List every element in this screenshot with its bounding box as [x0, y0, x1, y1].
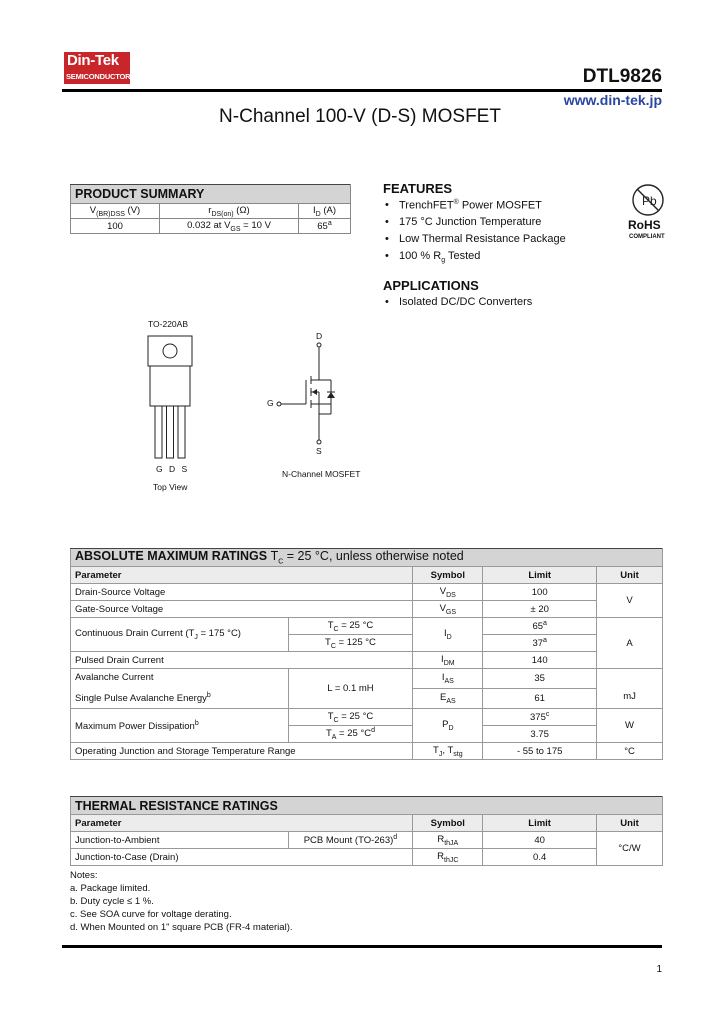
website-link[interactable]: www.din-tek.jp [563, 92, 662, 108]
sym-id: $I_D$ [413, 618, 483, 652]
col-symbol: Symbol [413, 815, 483, 832]
col-unit: Unit [597, 815, 663, 832]
col-parameter: Parameter [71, 815, 413, 832]
col-limit: Limit [483, 815, 597, 832]
col-unit: Unit [597, 567, 663, 584]
features-heading: FEATURES [383, 181, 453, 196]
param-pulsed-drain-current: Pulsed Drain Current [71, 652, 413, 669]
sym-tj-tstg: $T_J$, $T_{stg}$ [413, 743, 483, 760]
lim-eas: 61 [483, 689, 597, 709]
notes-title: Notes: [70, 870, 98, 881]
svg-text:Pb: Pb [642, 194, 657, 208]
application-item: • Isolated DC/DC Converters [383, 296, 532, 313]
param-continuous-drain-current: Continuous Drain Current ($T_J = 175$ °C) [71, 618, 289, 652]
feature-item: • 175 °C Junction Temperature [383, 216, 566, 233]
lim-vgs: ± 20 [483, 601, 597, 618]
symbol-caption: N-Channel MOSFET [282, 469, 361, 479]
sym-pd: $P_D$ [413, 709, 483, 743]
col-id: $I_D$ (A) [299, 204, 351, 219]
product-summary-table [70, 184, 351, 234]
applications-heading: APPLICATIONS [383, 278, 479, 293]
cond-l: L = 0.1 mH [288, 669, 413, 709]
cond-tc125: $T_C = 125$ °C [288, 635, 413, 652]
features-list [383, 199, 566, 267]
col-rds: $r_{DS(on)}$ (Ω) [160, 204, 299, 219]
source-label: S [316, 446, 322, 456]
lim-id-25: 65$^a$ [483, 618, 597, 635]
lim-rthjc: 0.4 [483, 849, 597, 866]
id-value: 65$^a$ [299, 219, 351, 234]
notes-block [70, 869, 293, 934]
lim-pd-ta: 3.75 [483, 726, 597, 743]
to220-package-icon [145, 333, 195, 463]
package-pins: G D S [156, 464, 188, 474]
page-title: N-Channel 100-V (D-S) MOSFET [219, 106, 501, 127]
product-summary-heading: PRODUCT SUMMARY [71, 185, 351, 204]
sym-eas: $E_{AS}$ [413, 689, 483, 709]
thermal-heading: THERMAL RESISTANCE RATINGS [71, 797, 663, 815]
lim-pd-tc: 375$^c$ [483, 709, 597, 726]
param-power-dissipation: Maximum Power Dissipation$^b$ [71, 709, 289, 743]
col-symbol: Symbol [413, 567, 483, 584]
note-a: a. Package limited. [70, 883, 151, 894]
abs-max-heading: ABSOLUTE MAXIMUM RATINGS $T_C = 25$ °C, unless otherwise noted [71, 549, 663, 567]
cond-pd-tc: $T_C = 25$ °C [288, 709, 413, 726]
rds-value: 0.032 at $V_{GS} = 10$ V [160, 219, 299, 234]
unit-avalanche [597, 669, 663, 709]
cond-pd-ta: $T_A = 25$ $^\circ C^d$ [288, 726, 413, 743]
gate-label: G [267, 398, 274, 408]
sym-vgs: $V_{GS}$ [413, 601, 483, 618]
unit-w: W [597, 709, 663, 743]
unit-v: V [597, 584, 663, 618]
param-avalanche: Avalanche Current Single Pulse Avalanche Energy$^b$ [71, 669, 289, 709]
param-junction-ambient: Junction-to-Ambient [71, 832, 289, 849]
page-number: 1 [656, 964, 662, 975]
feature-item: • 100 % $R_g$ Tested [383, 250, 566, 267]
sym-rthja: $R_{thJA}$ [413, 832, 483, 849]
col-vds: $V_{(BR)DSS}$ (V) [71, 204, 160, 219]
lim-rthja: 40 [483, 832, 597, 849]
thermal-resistance-table [70, 796, 663, 866]
col-parameter: Parameter [71, 567, 413, 584]
drain-label: D [316, 331, 323, 341]
unit-cw: °C/W [597, 832, 663, 866]
param-drain-source-voltage: Drain-Source Voltage [71, 584, 413, 601]
param-temperature-range: Operating Junction and Storage Temperature Range [71, 743, 413, 760]
unit-mj: mJ [623, 691, 636, 703]
logo-subtext: SEMICONDUCTOR [66, 72, 131, 81]
sym-idm: $I_{DM}$ [413, 652, 483, 669]
lim-temp: - 55 to 175 [483, 743, 597, 760]
note-d: d. When Mounted on 1" square PCB (FR-4 material). [70, 922, 293, 933]
sym-rthjc: $R_{thJC}$ [413, 849, 483, 866]
feature-item: • Low Thermal Resistance Package [383, 233, 566, 250]
package-view: Top View [153, 482, 188, 492]
cond-pcb-mount: PCB Mount $(TO-263)^d$ [288, 832, 413, 849]
param-junction-case: Junction-to-Case (Drain) [71, 849, 413, 866]
note-c: c. See SOA curve for voltage derating. [70, 909, 232, 920]
sym-ias: $I_{AS}$ [413, 669, 483, 689]
din-tek-logo [64, 52, 130, 84]
absolute-max-ratings-table [70, 548, 663, 760]
mosfet-symbol-icon [275, 342, 345, 446]
rohs-label: RoHS [628, 218, 661, 232]
note-b: b. Duty cycle ≤ 1 %. [70, 896, 154, 907]
rohs-pb-free-icon [628, 180, 668, 220]
unit-c: °C [597, 743, 663, 760]
sym-vds: $V_{DS}$ [413, 584, 483, 601]
footer-rule [62, 945, 662, 948]
package-name: TO-220AB [148, 319, 189, 329]
cond-tc25: $T_C = 25$ °C [288, 618, 413, 635]
logo-text: Din-Tek [67, 52, 119, 69]
lim-id-125: 37$^a$ [483, 635, 597, 652]
unit-a: A [597, 618, 663, 669]
rohs-compliant: COMPLIANT [629, 234, 665, 240]
lim-vds: 100 [483, 584, 597, 601]
applications-list [383, 296, 532, 313]
vds-value: 100 [71, 219, 160, 234]
lim-ias: 35 [483, 669, 597, 689]
param-gate-source-voltage: Gate-Source Voltage [71, 601, 413, 618]
lim-idm: 140 [483, 652, 597, 669]
feature-item: • TrenchFET® Power MOSFET [383, 199, 566, 216]
col-limit: Limit [483, 567, 597, 584]
part-number: DTL9826 [582, 66, 662, 87]
